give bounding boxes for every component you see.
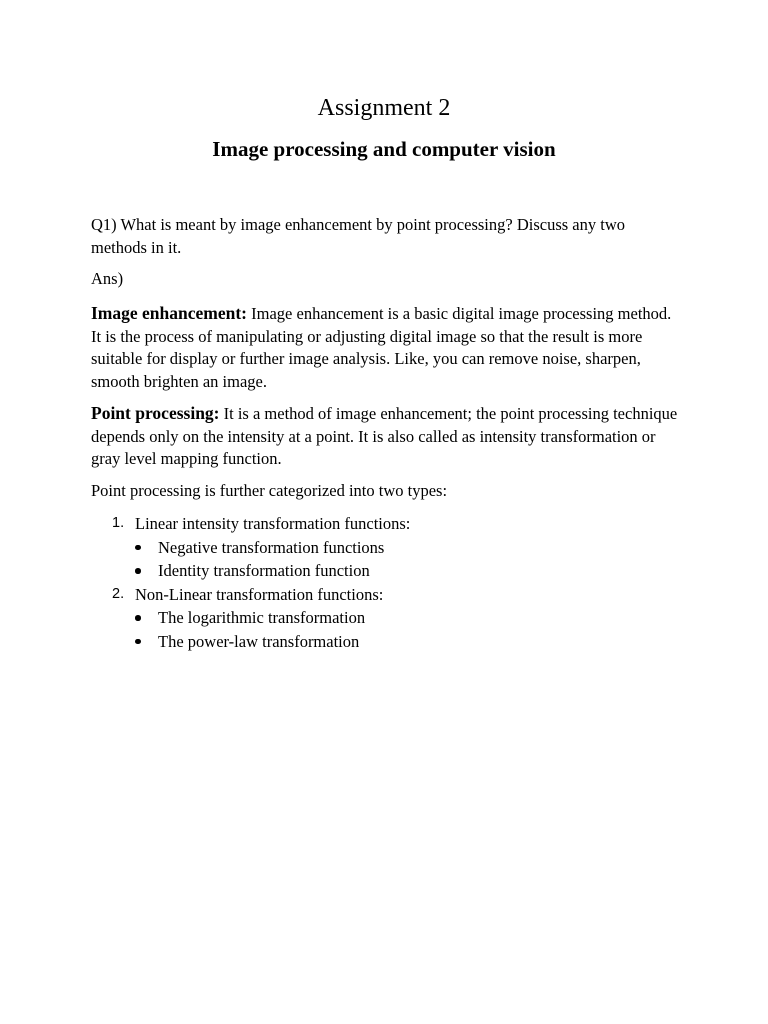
list-item <box>91 606 681 630</box>
image-enhancement-text: Image enhancement is a basic digital image processing method. It is the process of manipulating or adjusting digital image so that the result is more suitable for display or further image analysis. Like, you can remove noise, sharpen, smooth brighten an image. <box>91 304 672 391</box>
bullet-icon <box>135 568 141 574</box>
list-item <box>91 559 681 583</box>
categorized-intro: Point processing is further categorized into two types: <box>91 481 448 500</box>
point-processing-heading: Point processing: <box>91 403 220 423</box>
type-label: Non-Linear transformation functions: <box>135 584 384 604</box>
bullet-icon <box>135 545 141 551</box>
image-enhancement-paragraph <box>91 302 681 393</box>
image-enhancement-heading: Image enhancement: <box>91 303 248 323</box>
bullet-icon <box>135 639 141 645</box>
bullet-icon <box>135 615 141 621</box>
list-item-text: The logarithmic transformation <box>158 608 366 627</box>
document-title: Assignment 2 <box>317 95 451 121</box>
point-processing-text: It is a method of image enhancement; the point processing technique depends only on the intensity at a point. It is also called as intensity transformation or gray level mapping function. <box>91 404 678 468</box>
types-list <box>91 512 681 653</box>
list-item <box>91 536 681 560</box>
list-item-text: The power-law transformation <box>158 631 360 651</box>
list-item <box>91 630 681 654</box>
type-label: Linear intensity transformation functions: <box>135 514 411 533</box>
type-item-linear <box>91 512 681 536</box>
question-text: Q1) What is meant by image enhancement by point processing? Discuss any two methods in it. <box>91 215 625 257</box>
answer-label: Ans) <box>91 269 124 288</box>
list-number: 2. <box>112 585 125 602</box>
type-item-nonlinear <box>91 583 681 607</box>
list-item-text: Negative transformation functions <box>158 537 385 557</box>
document-subtitle: Image processing and computer vision <box>212 137 556 161</box>
list-item-text: Identity transformation function <box>158 561 370 580</box>
list-number: 1. <box>112 515 125 531</box>
point-processing-paragraph <box>91 402 681 471</box>
